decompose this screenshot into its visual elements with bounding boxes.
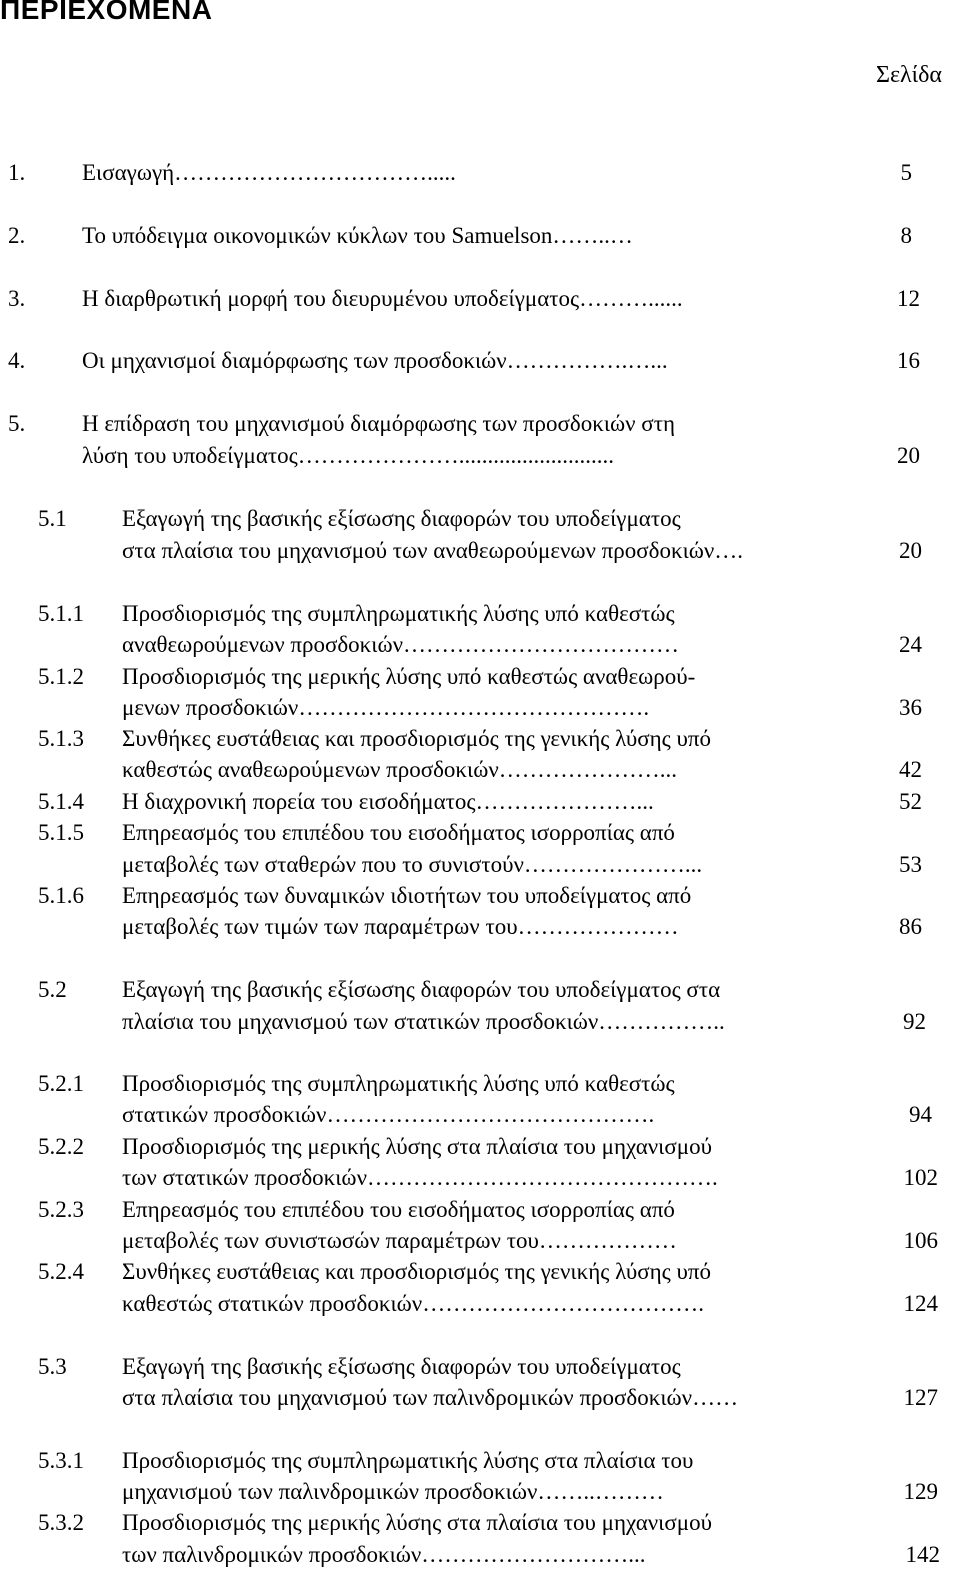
toc-entry-text: καθεστώς αναθεωρούμενων προσδοκιών…………………... xyxy=(122,757,677,782)
toc-line xyxy=(0,816,960,850)
toc-number: 5.3.2 xyxy=(38,1510,84,1535)
toc-number: 5.3.1 xyxy=(38,1448,84,1473)
toc-number: 5.1.4 xyxy=(38,789,84,814)
toc-entry-text: των στατικών προσδοκιών………………………………………. xyxy=(122,1165,718,1190)
toc-number: 5.2.4 xyxy=(38,1259,84,1284)
toc-entry-text: των παλινδρομικών προσδοκιών………………………... xyxy=(122,1542,646,1567)
toc-number: 1. xyxy=(8,160,26,185)
toc-number: 5.2.1 xyxy=(38,1071,84,1096)
toc-entry-text: Η διαχρονική πορεία του εισοδήματος…………………... xyxy=(122,789,654,814)
toc-entry-text: πλαίσια του μηχανισμού των στατικών προσδοκιών…………….. xyxy=(122,1009,725,1034)
toc-page-number: 52 xyxy=(899,789,922,814)
toc-number: 5.1.2 xyxy=(38,664,84,689)
toc-line xyxy=(0,1224,960,1258)
toc-line xyxy=(0,1255,960,1289)
toc-entry-text: Η επίδραση του μηχανισμού διαμόρφωσης των προσδοκιών στη xyxy=(82,411,675,436)
toc-page-number: 12 xyxy=(897,286,920,311)
toc-number: 5.1.6 xyxy=(38,883,84,908)
toc-line xyxy=(0,660,960,694)
toc-page-number: 92 xyxy=(903,1009,926,1034)
toc-entry-text: Το υπόδειγμα οικονομικών κύκλων του Samuelson……..… xyxy=(82,223,633,248)
toc-line xyxy=(0,1130,960,1164)
page-column-label: Σελίδα xyxy=(875,62,942,88)
toc-number: 3. xyxy=(8,286,26,311)
toc-entry-text: Εξαγωγή της βασικής εξίσωσης διαφορών του υποδείγματος xyxy=(122,1354,681,1379)
toc-line xyxy=(0,628,960,662)
toc-line xyxy=(0,1287,960,1321)
toc-page-number: 20 xyxy=(899,538,922,563)
toc-entry-text: Επηρεασμός του επιπέδου του εισοδήματος ισορροπίας από xyxy=(122,820,675,845)
toc-page-number: 16 xyxy=(897,348,920,373)
toc-entry-text: Επηρεασμός του επιπέδου του εισοδήματος ισορροπίας από xyxy=(122,1197,675,1222)
toc-line xyxy=(0,407,960,441)
toc-page-number: 129 xyxy=(903,1479,938,1504)
toc-entry-text: μενων προσδοκιών………………………………………. xyxy=(122,695,650,720)
toc-number: 5.2.2 xyxy=(38,1134,84,1159)
toc-entry-text: Εξαγωγή της βασικής εξίσωσης διαφορών του υποδείγματος xyxy=(122,506,681,531)
toc-page-number: 24 xyxy=(899,632,922,657)
toc-line xyxy=(0,597,960,631)
toc-number: 5.2 xyxy=(38,977,67,1002)
toc-line xyxy=(0,1193,960,1227)
toc-entry-text: μεταβολές των σταθερών που το συνιστούν…………………... xyxy=(122,852,703,877)
toc-line xyxy=(0,785,960,819)
toc-line xyxy=(0,753,960,787)
toc-entry-text: αναθεωρούμενων προσδοκιών……………………………… xyxy=(122,632,679,657)
toc-entry-text: Προσδιορισμός της συμπληρωματικής λύσης υπό καθεστώς xyxy=(122,1071,675,1096)
toc-number: 5.3 xyxy=(38,1354,67,1379)
toc-page-number: 36 xyxy=(899,695,922,720)
toc-line xyxy=(0,1005,960,1039)
toc-line xyxy=(0,1381,960,1415)
toc-entry-text: Προσδιορισμός της συμπληρωματικής λύσης στα πλαίσια του xyxy=(122,1448,694,1473)
toc-line xyxy=(0,1067,960,1101)
toc-line xyxy=(0,973,960,1007)
toc-entry-text: Οι μηχανισμοί διαμόρφωσης των προσδοκιών…………….…... xyxy=(82,348,668,373)
toc-title: ΠΕΡΙΕΧΟΜΕΝΑ xyxy=(0,0,213,25)
toc-page-number: 102 xyxy=(903,1165,938,1190)
toc-line xyxy=(0,1444,960,1478)
toc-page-number: 8 xyxy=(900,223,912,248)
toc-entry-text: Εισαγωγή……………………………..... xyxy=(82,160,456,185)
toc-entry-text: Συνθήκες ευστάθειας και προσδιορισμός της γενικής λύσης υπό xyxy=(122,726,712,751)
toc-line xyxy=(0,219,960,253)
toc-line xyxy=(0,534,960,568)
toc-entry-text: λύση του υποδείγματος…………………........................... xyxy=(82,443,615,468)
toc-entry-text: στατικών προσδοκιών……………………………………. xyxy=(122,1102,655,1127)
toc-entry-text: Η διαρθρωτική μορφή του διευρυμένου υποδείγματος………...... xyxy=(82,286,683,311)
toc-entry-text: στα πλαίσια του μηχανισμού των αναθεωρούμενων προσδοκιών…. xyxy=(122,538,744,563)
toc-page-number: 127 xyxy=(903,1385,938,1410)
toc-page-number: 94 xyxy=(909,1102,932,1127)
toc-number: 5.1.1 xyxy=(38,601,84,626)
toc-line xyxy=(0,282,960,316)
toc-page-number: 5 xyxy=(900,160,912,185)
toc-line xyxy=(0,848,960,882)
toc-entry-text: καθεστώς στατικών προσδοκιών………………………………. xyxy=(122,1291,704,1316)
toc-entry-text: Προσδιορισμός της μερικής λύσης υπό καθεστώς αναθεωρού- xyxy=(122,664,696,689)
toc-entry-text: μηχανισμού των παλινδρομικών προσδοκιών……..……… xyxy=(122,1479,664,1504)
toc-entry-text: Προσδιορισμός της μερικής λύσης στα πλαίσια του μηχανισμού xyxy=(122,1134,712,1159)
toc-number: 5.1 xyxy=(38,506,67,531)
toc-number: 4. xyxy=(8,348,26,373)
toc-page-number: 124 xyxy=(903,1291,938,1316)
toc-line xyxy=(0,722,960,756)
toc-line xyxy=(0,1098,960,1132)
toc-page-number: 20 xyxy=(897,443,920,468)
toc-line xyxy=(0,1350,960,1384)
toc-entry-text: μεταβολές των τιμών των παραμέτρων του………………… xyxy=(122,914,679,939)
toc-entry-text: Επηρεασμός των δυναμικών ιδιοτήτων του υποδείγματος από xyxy=(122,883,692,908)
toc-line xyxy=(0,502,960,536)
toc-line xyxy=(0,879,960,913)
toc-entry-text: Συνθήκες ευστάθειας και προσδιορισμός της γενικής λύσης υπό xyxy=(122,1259,712,1284)
toc-line xyxy=(0,1538,960,1572)
toc-number: 2. xyxy=(8,223,26,248)
toc-page-number: 142 xyxy=(905,1542,940,1567)
toc-line xyxy=(0,910,960,944)
toc-page-number: 106 xyxy=(903,1228,938,1253)
toc-line xyxy=(0,691,960,725)
toc-line xyxy=(0,1475,960,1509)
toc-page-number: 86 xyxy=(899,914,922,939)
toc-number: 5.1.5 xyxy=(38,820,84,845)
toc-number: 5.1.3 xyxy=(38,726,84,751)
toc-line xyxy=(0,344,960,378)
toc-number: 5.2.3 xyxy=(38,1197,84,1222)
toc-entry-text: Εξαγωγή της βασικής εξίσωσης διαφορών του υποδείγματος στα xyxy=(122,977,721,1002)
toc-line xyxy=(0,1506,960,1540)
toc-entry-text: Προσδιορισμός της μερικής λύσης στα πλαίσια του μηχανισμού xyxy=(122,1510,712,1535)
toc-entry-text: στα πλαίσια του μηχανισμού των παλινδρομικών προσδοκιών…… xyxy=(122,1385,739,1410)
toc-page-number: 53 xyxy=(899,852,922,877)
toc-entry-text: μεταβολές των συνιστωσών παραμέτρων του……………… xyxy=(122,1228,677,1253)
toc-line xyxy=(0,156,960,190)
toc-line xyxy=(0,1161,960,1195)
toc-page-number: 42 xyxy=(899,757,922,782)
toc-line xyxy=(0,439,960,473)
toc-entry-text: Προσδιορισμός της συμπληρωματικής λύσης υπό καθεστώς xyxy=(122,601,675,626)
toc-number: 5. xyxy=(8,411,26,436)
